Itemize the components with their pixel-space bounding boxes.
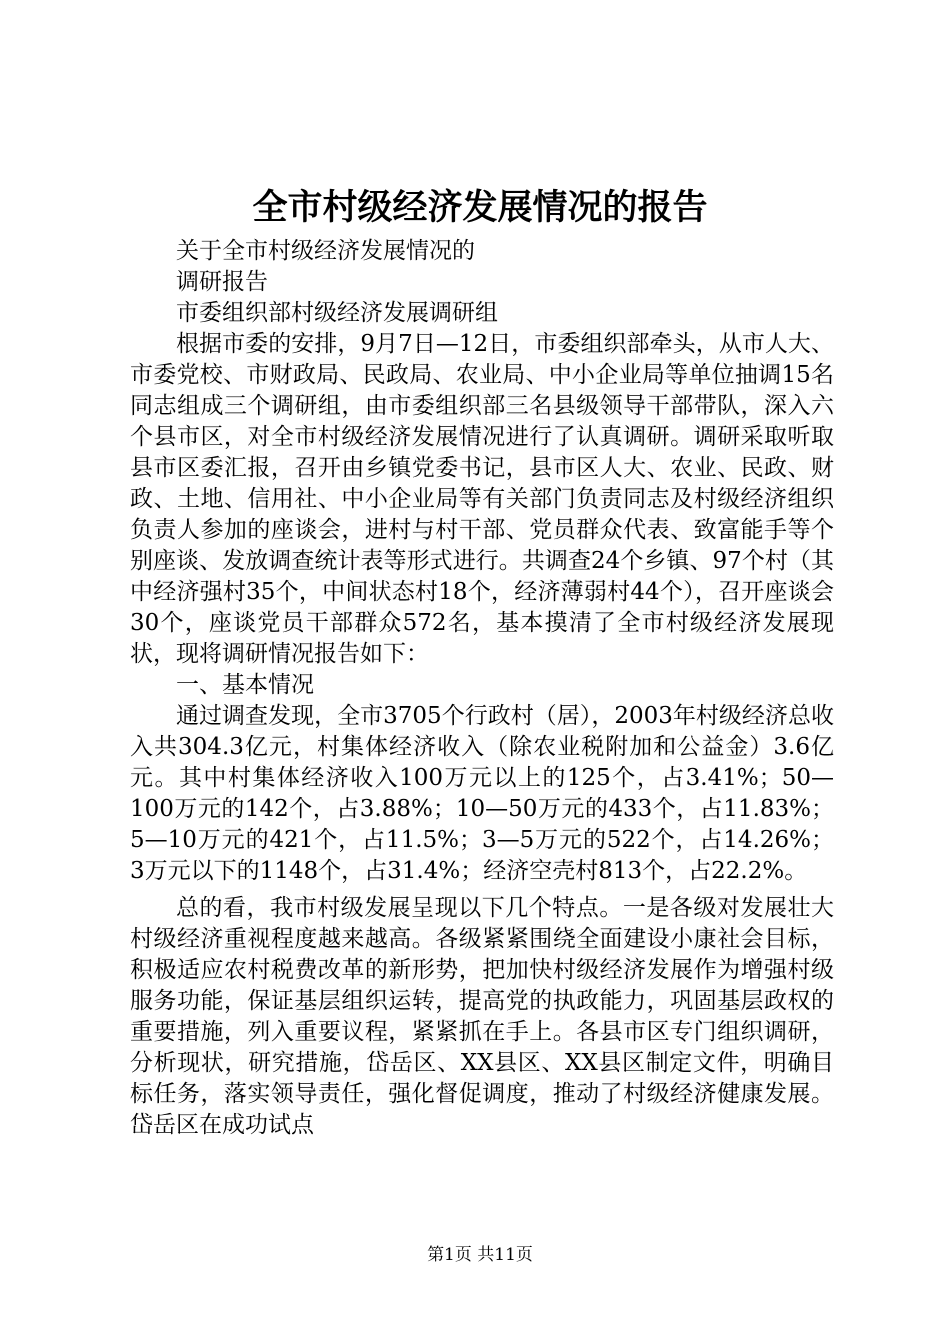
page-footer: 第1页 共11页 [427, 1245, 533, 1265]
features-paragraph: 总的看，我市村级发展呈现以下几个特点。一是各级对发展壮大村级经济重视程度越来越高。各级紧紧围绕全面建设小康社会目标，积极适应农村税费改革的新形势，把加快村级经济发展作为增强村级服务功能，保证基层组织运转，提高党的执政能力，巩固基层政权的重要措施，列入重要议程，紧紧抓在手上。各县市区专门组织调研，分析现状，研究措施，岱岳区、XX县区、XX县区制定文件，明确目标任务，落实领导责任，强化督促调度，推动了村级经济健康发展。岱岳区在成功试点 [130, 895, 834, 1138]
document-body [130, 236, 834, 1141]
section-heading-basic-situation: 一、基本情况 [176, 672, 314, 698]
author-line: 市委组织部村级经济发展调研组 [176, 300, 498, 326]
statistics-paragraph: 通过调查发现，全市3705个行政村（居），2003年村级经济总收入共304.3亿元，村集体经济收入（除农业税附加和公益金）3.6亿元。其中村集体经济收入100万元以上的125个，占3.41%；50—100万元的142个，占3.88%；10—50万元的433个，占11.83%；5—10万元的421个，占11.5%；3—5万元的522个，占14.26%；3万元以下的1148个，占31.4%；经济空壳村813个，占22.2%。 [130, 703, 834, 884]
subtitle-line-1: 关于全市村级经济发展情况的 [176, 238, 475, 264]
subtitle-line-2: 调研报告 [176, 269, 268, 295]
intro-paragraph: 根据市委的安排，9月7日—12日，市委组织部牵头，从市人大、市委党校、市财政局、民政局、农业局、中小企业局等单位抽调15名同志组成三个调研组，由市委组织部三名县级领导干部带队，深入六个县市区，对全市村级经济发展情况进行了认真调研。调研采取听取县市区委汇报，召开由乡镇党委书记，县市区人大、农业、民政、财政、土地、信用社、中小企业局等有关部门负责同志及村级经济组织负责人参加的座谈会，进村与村干部、党员群众代表、致富能手等个别座谈、发放调查统计表等形式进行。共调查24个乡镇、97个村（其中经济强村35个，中间状态村18个，经济薄弱村44个），召开座谈会30个，座谈党员干部群众572名，基本摸清了全市村级经济发展现状，现将调研情况报告如下： [130, 331, 834, 667]
document-title: 全市村级经济发展情况的报告 [252, 187, 708, 228]
